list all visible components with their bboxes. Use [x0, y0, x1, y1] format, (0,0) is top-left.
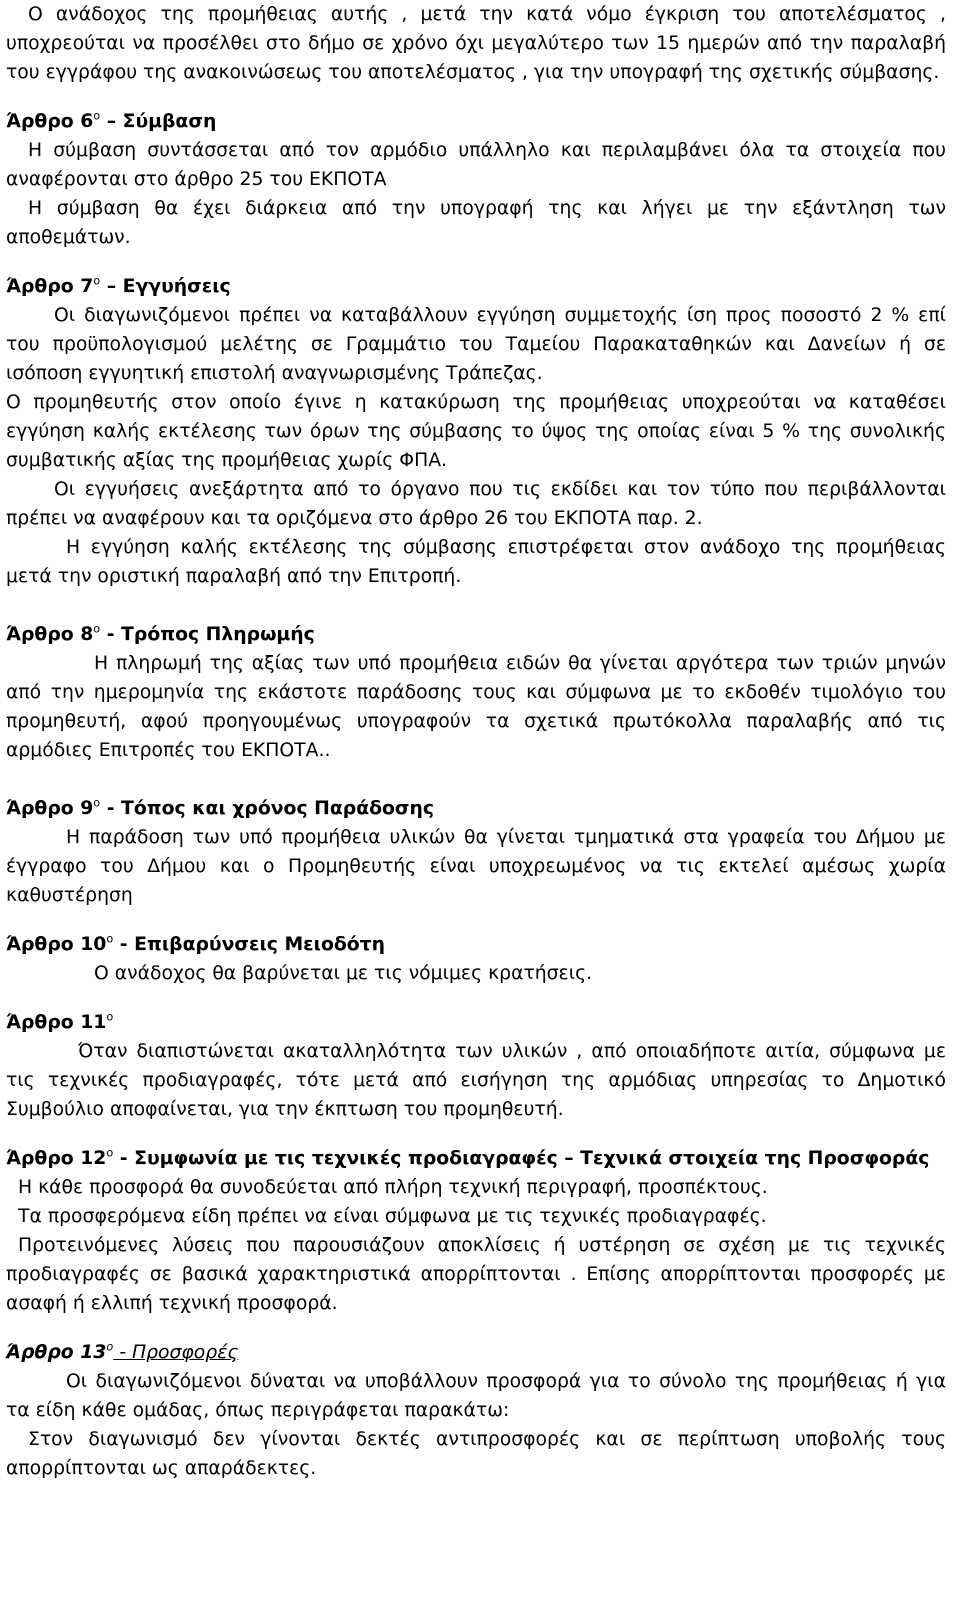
article-12-paragraph-1: Η κάθε προσφορά θα συνοδεύεται από πλήρη τεχνική περιγραφή, προσπέκτους. [18, 1177, 768, 1198]
article-7-paragraph-3: Οι εγγυήσεις ανεξάρτητα από το όργανο που τις εκδίδει και τον τύπο που περιβάλλονται πρέπει να αναφέρουν και τα οριζόμενα στο άρθρο 26 του ΕΚΠΟΤΑ παρ. 2. [6, 479, 946, 529]
article-6-heading: Άρθρο $6^o$ – Σύμβαση [6, 109, 217, 132]
article-13-heading: Άρθρο $13^o$ - Προσφορές [6, 1340, 239, 1363]
article-11-paragraph-1: Όταν διαπιστώνεται ακαταλληλότητα των υλικών , από οποιαδήποτε αιτία, σύμφωνα με τις τεχνικές προδιαγραφές, τότε μετά από εισήγηση της αρμόδιας υπηρεσίας το Δημοτικό Συμβούλιο αποφαίνεται, για την έκπτωση του προμηθευτή. [6, 1041, 946, 1120]
article-13-paragraph-1: Οι διαγωνιζόμενοι δύναται να υποβάλλουν προσφορά για το σύνολο της προμήθειας ή για τα είδη κάθε ομάδας, όπως περιγράφεται παρακάτω: [6, 1371, 946, 1421]
article-8-heading: Άρθρο $8^o$ - Τρόπος Πληρωμής [6, 622, 315, 645]
article-7-paragraph-1: Οι διαγωνιζόμενοι πρέπει να καταβάλλουν εγγύηση συμμετοχής ίση προς ποσοστό 2 % επί του προϋπολογισμού μελέτης σε Γραμμάτιο του Ταμείου Παρακαταθηκών και Δανείων ή σε ισόποση εγγυητική επιστολή αναγνωρισμένης Τράπεζας. [6, 305, 946, 384]
article-7-paragraph-2: Ο προμηθευτής στον οποίο έγινε η κατακύρωση της προμήθειας υποχρεούται να καταθέσει εγγύηση καλής εκτέλεσης των όρων της σύμβασης το ύψος της οποίας είναι 5 % της συνολικής συμβατικής αξίας της προμήθειας χωρίς ΦΠΑ. [6, 392, 946, 471]
article-9-heading: Άρθρο $9^o$ - Τόπος και χρόνος Παράδοσης [6, 796, 435, 819]
article-6-paragraph-1: Η σύμβαση συντάσσεται από τον αρμόδιο υπάλληλο και περιλαμβάνει όλα τα στοιχεία που αναφέρονται στο άρθρο 25 του ΕΚΠΟΤΑ [6, 140, 946, 190]
article-7-paragraph-4: Η εγγύηση καλής εκτέλεσης της σύμβασης επιστρέφεται στον ανάδοχο της προμήθειας μετά την οριστική παραλαβή από την Επιτροπή. [6, 537, 946, 587]
article-12-paragraph-3: Προτεινόμενες λύσεις που παρουσιάζουν αποκλίσεις ή υστέρηση σε σχέση με τις τεχνικές προδιαγραφές σε βασικά χαρακτηριστικά απορρίπτονται . Επίσης απορρίπτονται προσφορές με ασαφή ή ελλιπή τεχνική προσφορά. [6, 1235, 946, 1314]
article-13-paragraph-2: Στον διαγωνισμό δεν γίνονται δεκτές αντιπροσφορές και σε περίπτωση υποβολής τους απορρίπτονται ως απαράδεκτες. [6, 1429, 946, 1479]
article-12-heading: Άρθρο $12^o$ - Συμφωνία με τις τεχνικές προδιαγραφές – Τεχνικά στοιχεία της Προσφοράς [6, 1146, 930, 1169]
article-8-paragraph-1: Η πληρωμή της αξίας των υπό προμήθεια ειδών θα γίνεται αργότερα των τριών μηνών από την ημερομηνία της εκάστοτε παράδοσης τους και σύμφωνα με το εκδοθέν τιμολόγιο του προμηθευτή, αφού προηγουμένως υπογραφούν τα σχετικά πρωτόκολλα παραλαβής από τις αρμόδιες Επιτροπές του ΕΚΠΟΤΑ.. [6, 653, 946, 761]
article-9-paragraph-1: Η παράδοση των υπό προμήθεια υλικών θα γίνεται τμηματικά στα γραφεία του Δήμου με έγγραφο του Δήμου και ο Προμηθευτής είναι υποχρεωμένος να τις εκτελεί αμέσως χωρία καθυστέρηση [6, 827, 946, 906]
article-10-heading: Άρθρο $10^o$ - Επιβαρύνσεις Μειοδότη [6, 932, 386, 955]
article-12-paragraph-2: Τα προσφερόμενα είδη πρέπει να είναι σύμφωνα με τις τεχνικές προδιαγραφές. [18, 1206, 767, 1227]
article-11-heading: Άρθρο $11^o$ [6, 1010, 114, 1033]
article-7-heading: Άρθρο $7^o$ – Εγγυήσεις [6, 274, 231, 297]
article-6-paragraph-2: Η σύμβαση θα έχει διάρκεια από την υπογραφή της και λήγει με την εξάντληση των αποθεμάτων. [6, 198, 946, 248]
intro-paragraph: Ο ανάδοχος της προμήθειας αυτής , μετά την κατά νόμο έγκριση του αποτελέσματος , υποχρεούται να προσέλθει στο δήμο σε χρόνο όχι μεγαλύτερο των 15 ημερών από την παραλαβή του εγγράφου της ανακοινώσεως του αποτελέσματος , για την υπογραφή της σχετικής σύμβασης. [6, 4, 946, 83]
article-10-paragraph-1: Ο ανάδοχος θα βαρύνεται με τις νόμιμες κρατήσεις. [94, 963, 593, 984]
